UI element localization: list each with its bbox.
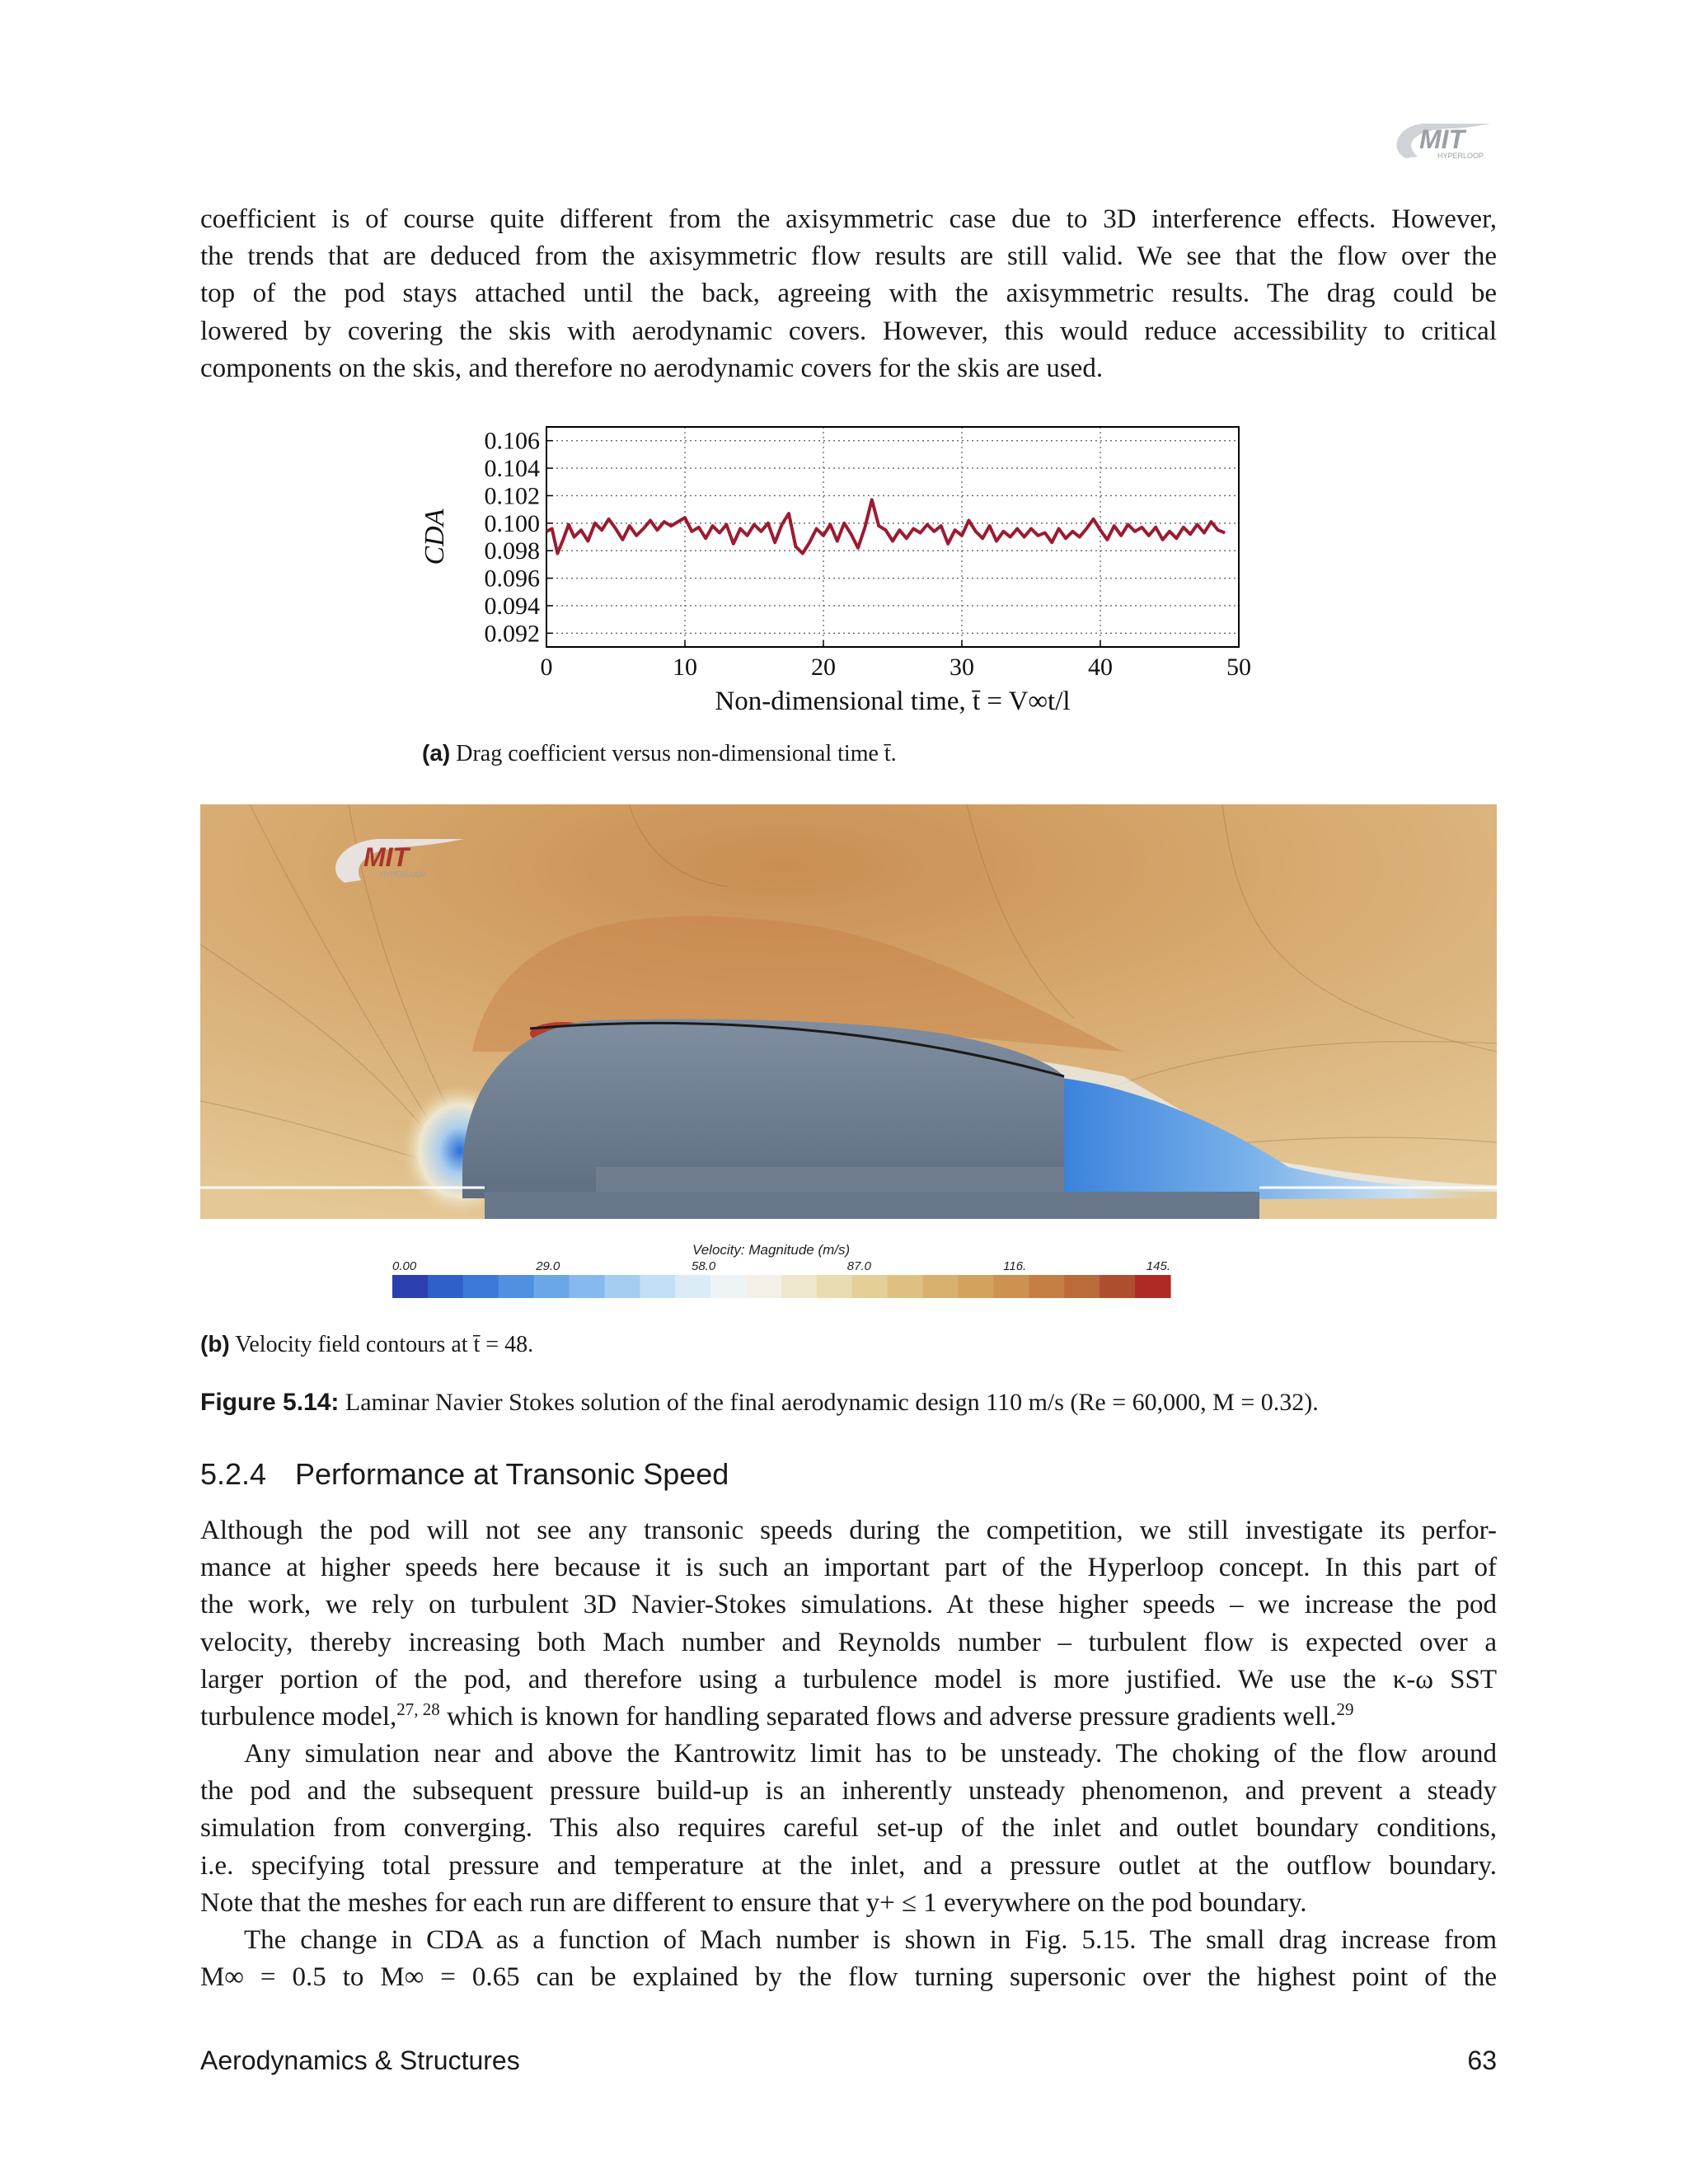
x-tick-label: 50 [1226, 654, 1251, 681]
caption-a-text: Drag coefficient versus non-dimensional time t̄. [456, 741, 897, 766]
y-tick-label: 0.094 [484, 592, 540, 620]
colorbar-swatch [994, 1275, 1030, 1298]
colorbar-swatch [392, 1275, 429, 1298]
body-text-fragment: turbulence model, [200, 1702, 397, 1732]
body-line: mance at higher speeds here because it is such an important part of the Hyperloop concept. In this part of [200, 1553, 1497, 1583]
figure-caption [200, 1389, 1319, 1417]
colorbar-swatch [675, 1275, 711, 1298]
caption-b-label: (b) [200, 1331, 230, 1357]
mit-hyperloop-logo [1390, 119, 1497, 166]
body-line: Note that the meshes for each run are different to ensure that y+ ≤ 1 everywhere on the pod boundary. [200, 1887, 1307, 1918]
colorbar-tick-label: 145. [1146, 1259, 1170, 1273]
x-tick-label: 20 [811, 654, 836, 681]
body-line: the pod and the subsequent pressure build-up is an inherently unsteady phenomenon, and prevent a steady [200, 1776, 1497, 1807]
logo-hyperloop-text: HYPERLOOP [1437, 152, 1484, 160]
colorbar-swatch [746, 1275, 782, 1298]
y-tick-label: 0.104 [484, 455, 540, 483]
y-tick-label: 0.092 [484, 620, 540, 648]
caption-b [200, 1331, 533, 1358]
colorbar-swatch [463, 1275, 499, 1298]
citation: 27, 28 [396, 1699, 440, 1720]
colorbar-swatch [499, 1275, 535, 1298]
y-tick-label: 0.096 [484, 565, 540, 593]
intro-line: the trends that are deduced from the axisymmetric flow results are still valid. We see that the flow over the [200, 241, 1497, 272]
y-tick-label: 0.106 [484, 427, 540, 455]
y-tick-label: 0.098 [484, 537, 540, 565]
colorbar-swatch [1135, 1275, 1171, 1298]
body-line: velocity, thereby increasing both Mach number and Reynolds number – turbulent flow is expected over a [200, 1627, 1497, 1657]
velocity-contour-image [200, 804, 1497, 1219]
caption-b-text: Velocity field contours at t̄ = 48. [235, 1332, 534, 1357]
x-tick-label: 0 [540, 654, 553, 681]
body-paragraph-3 [200, 1922, 1497, 1996]
y-tick-label: 0.100 [484, 509, 540, 537]
colorbar-swatch [534, 1275, 570, 1298]
y-axis-label: CDA [420, 509, 450, 565]
colorbar-swatch [888, 1275, 924, 1298]
colorbar-title: Velocity: Magnitude (m/s) [692, 1242, 851, 1258]
body-line: The change in CDA as a function of Mach number is shown in Fig. 5.15. The small drag increase from [244, 1925, 1497, 1955]
figure-caption-label: Figure 5.14: [200, 1389, 340, 1416]
colorbar-swatch [923, 1275, 959, 1298]
body-line: larger portion of the pod, and therefore using a turbulence model is more justified. We use the κ-ω SST [200, 1664, 1497, 1694]
figure-caption-text: Laminar Navier Stokes solution of the final aerodynamic design 110 m/s (Re = 60,000, M = 0.32). [345, 1389, 1319, 1416]
colorbar-swatch [817, 1275, 853, 1298]
section-heading [200, 1457, 729, 1492]
body-text-fragment: which is known for handling separated flows and adverse pressure gradients well. [447, 1702, 1337, 1732]
colorbar-swatch [428, 1275, 464, 1298]
cda-series-line [546, 499, 1225, 553]
body-paragraph-2 [200, 1736, 1497, 1922]
intro-line: lowered by covering the skis with aerodynamic covers. However, this would reduce accessibility to critical [200, 316, 1497, 346]
flow-logo-mit-text: MIT [363, 842, 410, 872]
velocity-colorbar [363, 1240, 1187, 1300]
caption-a [422, 740, 897, 767]
body-line: Although the pod will not see any transonic speeds during the competition, we still investigate its perfor- [200, 1516, 1497, 1545]
page-number: 63 [1467, 2046, 1497, 2075]
x-axis-label: Non-dimensional time, t̄ = V∞t/l [715, 687, 1071, 716]
body-line: the work, we rely on turbulent 3D Navier-Stokes simulations. At these higher speeds – we increase the pod [200, 1590, 1497, 1620]
colorbar-tick-label: 58.0 [691, 1259, 716, 1273]
colorbar-tick-label: 87.0 [846, 1259, 872, 1273]
x-tick-label: 10 [673, 654, 697, 681]
colorbar-swatch [605, 1275, 641, 1298]
colorbar-swatch [640, 1275, 676, 1298]
section-number: 5.2.4 [200, 1457, 267, 1491]
x-tick-label: 30 [950, 654, 974, 681]
y-tick-label: 0.102 [484, 482, 540, 510]
intro-line: top of the pod stays attached until the back, agreeing with the axisymmetric results. The drag could be [200, 279, 1497, 309]
flow-logo-hyperloop-text: HYPERLOOP [380, 870, 427, 879]
body-line: simulation from converging. This also requires careful set-up of the inlet and outlet boundary conditions, [200, 1813, 1497, 1844]
pod-ski [485, 1192, 1259, 1219]
colorbar-swatch [1029, 1275, 1065, 1298]
plot-frame [546, 427, 1239, 647]
caption-a-label: (a) [422, 740, 451, 766]
section-title: Performance at Transonic Speed [295, 1457, 729, 1491]
colorbar-tick-label: 0.00 [392, 1259, 417, 1273]
body-paragraph-1 [200, 1512, 1497, 1736]
colorbar-tick-label: 29.0 [536, 1259, 560, 1273]
footer-section-name: Aerodynamics & Structures [200, 2046, 520, 2075]
intro-paragraph [200, 201, 1497, 387]
intro-line: coefficient is of course quite different from the axisymmetric case due to 3D interference effects. However, [200, 204, 1497, 234]
colorbar-swatch [781, 1275, 818, 1298]
intro-line: components on the skis, and therefore no aerodynamic covers for the skis are used. [200, 353, 1104, 383]
x-tick-label: 40 [1088, 654, 1113, 681]
body-line: M∞ = 0.5 to M∞ = 0.65 can be explained by the flow turning supersonic over the highest point of the [200, 1962, 1497, 1993]
drag-coefficient-chart [412, 412, 1269, 725]
colorbar-swatch [1064, 1275, 1100, 1298]
colorbar-swatch [710, 1275, 747, 1298]
logo-mit-text: MIT [1419, 124, 1465, 154]
colorbar-swatch [852, 1275, 889, 1298]
body-line: Any simulation near and above the Kantrowitz limit has to be unsteady. The choking of the flow around [244, 1739, 1497, 1769]
colorbar-swatch [570, 1275, 606, 1298]
colorbar-swatch [959, 1275, 995, 1298]
colorbar-swatch [1100, 1275, 1136, 1298]
citation: 29 [1336, 1699, 1354, 1720]
body-line: i.e. specifying total pressure and temperature at the inlet, and a pressure outlet at the outflow boundary. [200, 1850, 1497, 1881]
body-line-with-citations [200, 1699, 1497, 1736]
colorbar-tick-label: 116. [1003, 1259, 1027, 1273]
